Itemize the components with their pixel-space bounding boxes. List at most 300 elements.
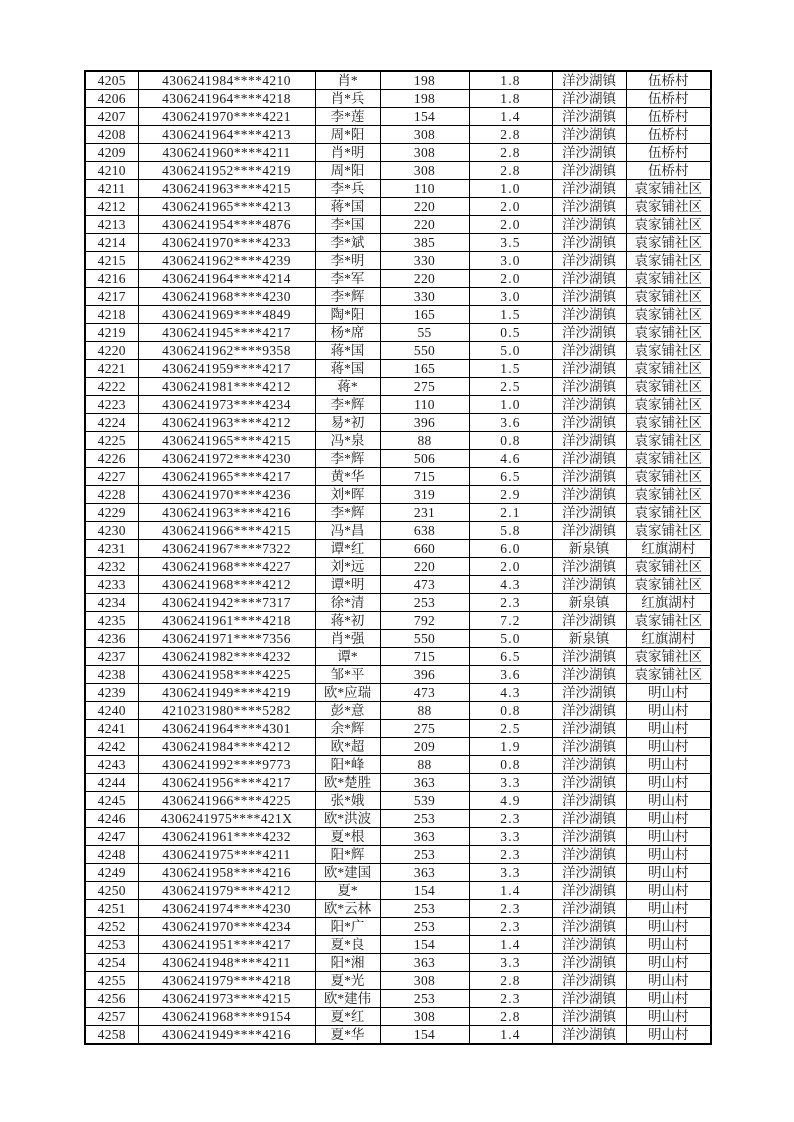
sequence-number-cell: 4222 <box>85 378 138 396</box>
town-cell: 洋沙湖镇 <box>552 954 626 972</box>
id-number-cell: 4306241981****4212 <box>138 378 315 396</box>
person-name-cell: 阳*广 <box>315 918 380 936</box>
village-cell: 袁家铺社区 <box>626 648 711 666</box>
amount-cell: 154 <box>380 936 469 954</box>
amount-cell: 638 <box>380 522 469 540</box>
table-row <box>85 414 711 432</box>
town-cell: 洋沙湖镇 <box>552 468 626 486</box>
town-cell: 洋沙湖镇 <box>552 990 626 1008</box>
village-cell: 袁家铺社区 <box>626 306 711 324</box>
sequence-number-cell: 4245 <box>85 792 138 810</box>
person-name-cell: 蒋*国 <box>315 342 380 360</box>
area-cell: 2.9 <box>469 486 552 504</box>
table-row <box>85 71 711 90</box>
id-number-cell: 4306241973****4234 <box>138 396 315 414</box>
id-number-cell: 4306241942****7317 <box>138 594 315 612</box>
amount-cell: 308 <box>380 1008 469 1026</box>
person-name-cell: 李*莲 <box>315 108 380 126</box>
area-cell: 2.3 <box>469 594 552 612</box>
id-number-cell: 4306241968****4212 <box>138 576 315 594</box>
area-cell: 2.3 <box>469 990 552 1008</box>
amount-cell: 330 <box>380 288 469 306</box>
amount-cell: 473 <box>380 576 469 594</box>
area-cell: 5.0 <box>469 630 552 648</box>
amount-cell: 154 <box>380 108 469 126</box>
area-cell: 0.8 <box>469 432 552 450</box>
village-cell: 袁家铺社区 <box>626 432 711 450</box>
table-row <box>85 396 711 414</box>
village-cell: 袁家铺社区 <box>626 216 711 234</box>
table-body <box>85 71 711 1044</box>
sequence-number-cell: 4255 <box>85 972 138 990</box>
town-cell: 洋沙湖镇 <box>552 576 626 594</box>
id-number-cell: 4306241949****4219 <box>138 684 315 702</box>
town-cell: 新泉镇 <box>552 540 626 558</box>
person-name-cell: 肖*明 <box>315 144 380 162</box>
town-cell: 洋沙湖镇 <box>552 918 626 936</box>
town-cell: 洋沙湖镇 <box>552 1026 626 1045</box>
town-cell: 洋沙湖镇 <box>552 792 626 810</box>
area-cell: 2.5 <box>469 378 552 396</box>
town-cell: 洋沙湖镇 <box>552 900 626 918</box>
person-name-cell: 肖*兵 <box>315 90 380 108</box>
id-number-cell: 4306241961****4218 <box>138 612 315 630</box>
person-name-cell: 李*辉 <box>315 450 380 468</box>
table-row <box>85 162 711 180</box>
sequence-number-cell: 4248 <box>85 846 138 864</box>
person-name-cell: 刘*远 <box>315 558 380 576</box>
sequence-number-cell: 4229 <box>85 504 138 522</box>
id-number-cell: 4306241963****4215 <box>138 180 315 198</box>
area-cell: 2.0 <box>469 216 552 234</box>
sequence-number-cell: 4250 <box>85 882 138 900</box>
amount-cell: 550 <box>380 630 469 648</box>
town-cell: 洋沙湖镇 <box>552 720 626 738</box>
village-cell: 伍桥村 <box>626 126 711 144</box>
village-cell: 红旗湖村 <box>626 594 711 612</box>
area-cell: 1.5 <box>469 360 552 378</box>
id-number-cell: 4306241952****4219 <box>138 162 315 180</box>
town-cell: 洋沙湖镇 <box>552 180 626 198</box>
id-number-cell: 4306241971****7356 <box>138 630 315 648</box>
table-row <box>85 252 711 270</box>
amount-cell: 55 <box>380 324 469 342</box>
area-cell: 4.3 <box>469 684 552 702</box>
table-row <box>85 522 711 540</box>
id-number-cell: 4306241958****4225 <box>138 666 315 684</box>
amount-cell: 385 <box>380 234 469 252</box>
id-number-cell: 4306241970****4234 <box>138 918 315 936</box>
table-row <box>85 540 711 558</box>
id-number-cell: 4306241968****4227 <box>138 558 315 576</box>
sequence-number-cell: 4213 <box>85 216 138 234</box>
town-cell: 新泉镇 <box>552 594 626 612</box>
id-number-cell: 4306241967****7322 <box>138 540 315 558</box>
amount-cell: 396 <box>380 666 469 684</box>
sequence-number-cell: 4217 <box>85 288 138 306</box>
table-row <box>85 504 711 522</box>
id-number-cell: 4306241965****4215 <box>138 432 315 450</box>
town-cell: 洋沙湖镇 <box>552 756 626 774</box>
amount-cell: 88 <box>380 432 469 450</box>
id-number-cell: 4306241965****4213 <box>138 198 315 216</box>
sequence-number-cell: 4258 <box>85 1026 138 1045</box>
table-row <box>85 198 711 216</box>
table-row <box>85 342 711 360</box>
person-name-cell: 谭*明 <box>315 576 380 594</box>
town-cell: 洋沙湖镇 <box>552 486 626 504</box>
person-name-cell: 夏*华 <box>315 1026 380 1045</box>
village-cell: 袁家铺社区 <box>626 450 711 468</box>
town-cell: 洋沙湖镇 <box>552 432 626 450</box>
town-cell: 洋沙湖镇 <box>552 324 626 342</box>
sequence-number-cell: 4223 <box>85 396 138 414</box>
amount-cell: 308 <box>380 972 469 990</box>
village-cell: 明山村 <box>626 810 711 828</box>
sequence-number-cell: 4230 <box>85 522 138 540</box>
village-cell: 明山村 <box>626 936 711 954</box>
person-name-cell: 欧*洪波 <box>315 810 380 828</box>
person-name-cell: 余*辉 <box>315 720 380 738</box>
table-row <box>85 702 711 720</box>
amount-cell: 198 <box>380 90 469 108</box>
sequence-number-cell: 4256 <box>85 990 138 1008</box>
area-cell: 1.8 <box>469 90 552 108</box>
area-cell: 1.4 <box>469 936 552 954</box>
person-name-cell: 彭*意 <box>315 702 380 720</box>
sequence-number-cell: 4238 <box>85 666 138 684</box>
village-cell: 袁家铺社区 <box>626 504 711 522</box>
town-cell: 洋沙湖镇 <box>552 972 626 990</box>
table-row <box>85 432 711 450</box>
table-row <box>85 846 711 864</box>
person-name-cell: 肖* <box>315 71 380 90</box>
table-row <box>85 666 711 684</box>
amount-cell: 715 <box>380 468 469 486</box>
person-name-cell: 蒋* <box>315 378 380 396</box>
sequence-number-cell: 4253 <box>85 936 138 954</box>
area-cell: 6.5 <box>469 648 552 666</box>
village-cell: 明山村 <box>626 954 711 972</box>
amount-cell: 220 <box>380 558 469 576</box>
area-cell: 0.8 <box>469 756 552 774</box>
amount-cell: 275 <box>380 378 469 396</box>
table-row <box>85 90 711 108</box>
village-cell: 明山村 <box>626 774 711 792</box>
town-cell: 洋沙湖镇 <box>552 126 626 144</box>
amount-cell: 231 <box>380 504 469 522</box>
area-cell: 4.3 <box>469 576 552 594</box>
town-cell: 洋沙湖镇 <box>552 1008 626 1026</box>
village-cell: 袁家铺社区 <box>626 288 711 306</box>
sequence-number-cell: 4239 <box>85 684 138 702</box>
town-cell: 洋沙湖镇 <box>552 162 626 180</box>
town-cell: 洋沙湖镇 <box>552 288 626 306</box>
village-cell: 明山村 <box>626 972 711 990</box>
sequence-number-cell: 4249 <box>85 864 138 882</box>
id-number-cell: 4306241964****4213 <box>138 126 315 144</box>
sequence-number-cell: 4215 <box>85 252 138 270</box>
village-cell: 袁家铺社区 <box>626 342 711 360</box>
amount-cell: 319 <box>380 486 469 504</box>
village-cell: 袁家铺社区 <box>626 252 711 270</box>
town-cell: 洋沙湖镇 <box>552 504 626 522</box>
sequence-number-cell: 4228 <box>85 486 138 504</box>
id-number-cell: 4306241982****4232 <box>138 648 315 666</box>
id-number-cell: 4306241962****4239 <box>138 252 315 270</box>
table-row <box>85 234 711 252</box>
table-row <box>85 612 711 630</box>
id-number-cell: 4306241964****4214 <box>138 270 315 288</box>
person-name-cell: 李*明 <box>315 252 380 270</box>
town-cell: 洋沙湖镇 <box>552 522 626 540</box>
village-cell: 伍桥村 <box>626 71 711 90</box>
id-number-cell: 4306241984****4212 <box>138 738 315 756</box>
table-row <box>85 864 711 882</box>
area-cell: 2.8 <box>469 144 552 162</box>
amount-cell: 220 <box>380 270 469 288</box>
area-cell: 1.8 <box>469 71 552 90</box>
sequence-number-cell: 4251 <box>85 900 138 918</box>
area-cell: 1.0 <box>469 180 552 198</box>
id-number-cell: 4306241965****4217 <box>138 468 315 486</box>
village-cell: 明山村 <box>626 900 711 918</box>
amount-cell: 506 <box>380 450 469 468</box>
table-row <box>85 900 711 918</box>
area-cell: 2.3 <box>469 846 552 864</box>
table-row <box>85 684 711 702</box>
town-cell: 洋沙湖镇 <box>552 774 626 792</box>
town-cell: 洋沙湖镇 <box>552 396 626 414</box>
amount-cell: 539 <box>380 792 469 810</box>
amount-cell: 308 <box>380 126 469 144</box>
area-cell: 7.2 <box>469 612 552 630</box>
sequence-number-cell: 4220 <box>85 342 138 360</box>
town-cell: 洋沙湖镇 <box>552 252 626 270</box>
person-name-cell: 夏*根 <box>315 828 380 846</box>
amount-cell: 154 <box>380 882 469 900</box>
id-number-cell: 4210231980****5282 <box>138 702 315 720</box>
area-cell: 1.4 <box>469 108 552 126</box>
area-cell: 3.5 <box>469 234 552 252</box>
village-cell: 伍桥村 <box>626 90 711 108</box>
village-cell: 袁家铺社区 <box>626 180 711 198</box>
table-row <box>85 1026 711 1045</box>
person-name-cell: 徐*清 <box>315 594 380 612</box>
person-name-cell: 夏*良 <box>315 936 380 954</box>
town-cell: 洋沙湖镇 <box>552 306 626 324</box>
amount-cell: 253 <box>380 846 469 864</box>
table-row <box>85 954 711 972</box>
person-name-cell: 李*兵 <box>315 180 380 198</box>
id-number-cell: 4306241948****4211 <box>138 954 315 972</box>
area-cell: 0.8 <box>469 702 552 720</box>
area-cell: 0.5 <box>469 324 552 342</box>
sequence-number-cell: 4208 <box>85 126 138 144</box>
town-cell: 洋沙湖镇 <box>552 342 626 360</box>
person-name-cell: 邹*平 <box>315 666 380 684</box>
sequence-number-cell: 4236 <box>85 630 138 648</box>
table-row <box>85 558 711 576</box>
table-row <box>85 450 711 468</box>
id-number-cell: 4306241970****4221 <box>138 108 315 126</box>
id-number-cell: 4306241949****4216 <box>138 1026 315 1045</box>
area-cell: 2.8 <box>469 162 552 180</box>
amount-cell: 792 <box>380 612 469 630</box>
person-name-cell: 欧*云林 <box>315 900 380 918</box>
village-cell: 袁家铺社区 <box>626 378 711 396</box>
sequence-number-cell: 4235 <box>85 612 138 630</box>
sequence-number-cell: 4233 <box>85 576 138 594</box>
table-row <box>85 648 711 666</box>
person-name-cell: 周*阳 <box>315 162 380 180</box>
area-cell: 1.0 <box>469 396 552 414</box>
amount-cell: 363 <box>380 864 469 882</box>
amount-cell: 330 <box>380 252 469 270</box>
area-cell: 1.4 <box>469 1026 552 1045</box>
sequence-number-cell: 4225 <box>85 432 138 450</box>
id-number-cell: 4306241964****4218 <box>138 90 315 108</box>
town-cell: 洋沙湖镇 <box>552 612 626 630</box>
person-name-cell: 黄*华 <box>315 468 380 486</box>
table-row <box>85 828 711 846</box>
town-cell: 洋沙湖镇 <box>552 270 626 288</box>
person-name-cell: 李*辉 <box>315 396 380 414</box>
sequence-number-cell: 4257 <box>85 1008 138 1026</box>
town-cell: 洋沙湖镇 <box>552 684 626 702</box>
town-cell: 洋沙湖镇 <box>552 810 626 828</box>
id-number-cell: 4306241979****4218 <box>138 972 315 990</box>
amount-cell: 220 <box>380 198 469 216</box>
amount-cell: 275 <box>380 720 469 738</box>
amount-cell: 550 <box>380 342 469 360</box>
village-cell: 明山村 <box>626 684 711 702</box>
person-name-cell: 夏*红 <box>315 1008 380 1026</box>
area-cell: 4.9 <box>469 792 552 810</box>
village-cell: 袁家铺社区 <box>626 360 711 378</box>
person-name-cell: 欧*应瑞 <box>315 684 380 702</box>
town-cell: 洋沙湖镇 <box>552 828 626 846</box>
amount-cell: 110 <box>380 180 469 198</box>
id-number-cell: 4306241979****4212 <box>138 882 315 900</box>
amount-cell: 154 <box>380 1026 469 1045</box>
amount-cell: 88 <box>380 756 469 774</box>
person-name-cell: 李*辉 <box>315 504 380 522</box>
town-cell: 洋沙湖镇 <box>552 414 626 432</box>
sequence-number-cell: 4246 <box>85 810 138 828</box>
town-cell: 洋沙湖镇 <box>552 558 626 576</box>
person-name-cell: 刘*晖 <box>315 486 380 504</box>
amount-cell: 253 <box>380 900 469 918</box>
id-number-cell: 4306241974****4230 <box>138 900 315 918</box>
amount-cell: 660 <box>380 540 469 558</box>
sequence-number-cell: 4205 <box>85 71 138 90</box>
village-cell: 红旗湖村 <box>626 540 711 558</box>
sequence-number-cell: 4231 <box>85 540 138 558</box>
person-name-cell: 谭*红 <box>315 540 380 558</box>
sequence-number-cell: 4242 <box>85 738 138 756</box>
village-cell: 明山村 <box>626 990 711 1008</box>
village-cell: 明山村 <box>626 720 711 738</box>
id-number-cell: 4306241962****9358 <box>138 342 315 360</box>
id-number-cell: 4306241968****9154 <box>138 1008 315 1026</box>
area-cell: 3.6 <box>469 414 552 432</box>
table-row <box>85 126 711 144</box>
area-cell: 3.0 <box>469 252 552 270</box>
village-cell: 袁家铺社区 <box>626 486 711 504</box>
town-cell: 洋沙湖镇 <box>552 360 626 378</box>
table-row <box>85 630 711 648</box>
table-row <box>85 918 711 936</box>
sequence-number-cell: 4237 <box>85 648 138 666</box>
village-cell: 袁家铺社区 <box>626 396 711 414</box>
table-row <box>85 882 711 900</box>
sequence-number-cell: 4234 <box>85 594 138 612</box>
table-row <box>85 360 711 378</box>
table-row <box>85 216 711 234</box>
person-name-cell: 李*国 <box>315 216 380 234</box>
id-number-cell: 4306241945****4217 <box>138 324 315 342</box>
area-cell: 1.5 <box>469 306 552 324</box>
village-cell: 袁家铺社区 <box>626 666 711 684</box>
amount-cell: 473 <box>380 684 469 702</box>
id-number-cell: 4306241963****4216 <box>138 504 315 522</box>
town-cell: 洋沙湖镇 <box>552 702 626 720</box>
village-cell: 明山村 <box>626 792 711 810</box>
amount-cell: 253 <box>380 918 469 936</box>
id-number-cell: 4306241959****4217 <box>138 360 315 378</box>
area-cell: 2.0 <box>469 558 552 576</box>
table-row <box>85 1008 711 1026</box>
person-name-cell: 李*军 <box>315 270 380 288</box>
village-cell: 明山村 <box>626 882 711 900</box>
town-cell: 洋沙湖镇 <box>552 648 626 666</box>
amount-cell: 253 <box>380 990 469 1008</box>
area-cell: 5.0 <box>469 342 552 360</box>
person-name-cell: 欧*楚胜 <box>315 774 380 792</box>
person-name-cell: 蒋*国 <box>315 198 380 216</box>
area-cell: 3.3 <box>469 828 552 846</box>
table-row <box>85 270 711 288</box>
id-number-cell: 4306241984****4210 <box>138 71 315 90</box>
amount-cell: 165 <box>380 306 469 324</box>
id-number-cell: 4306241992****9773 <box>138 756 315 774</box>
sequence-number-cell: 4221 <box>85 360 138 378</box>
amount-cell: 308 <box>380 162 469 180</box>
id-number-cell: 4306241958****4216 <box>138 864 315 882</box>
village-cell: 明山村 <box>626 918 711 936</box>
amount-cell: 209 <box>380 738 469 756</box>
person-name-cell: 肖*强 <box>315 630 380 648</box>
id-number-cell: 4306241970****4236 <box>138 486 315 504</box>
table-row <box>85 774 711 792</box>
village-cell: 袁家铺社区 <box>626 558 711 576</box>
table-row <box>85 144 711 162</box>
area-cell: 1.9 <box>469 738 552 756</box>
table-row <box>85 972 711 990</box>
village-cell: 明山村 <box>626 846 711 864</box>
id-number-cell: 4306241956****4217 <box>138 774 315 792</box>
area-cell: 2.5 <box>469 720 552 738</box>
sequence-number-cell: 4214 <box>85 234 138 252</box>
town-cell: 洋沙湖镇 <box>552 216 626 234</box>
id-number-cell: 4306241975****421X <box>138 810 315 828</box>
area-cell: 2.8 <box>469 1008 552 1026</box>
village-cell: 袁家铺社区 <box>626 324 711 342</box>
sequence-number-cell: 4247 <box>85 828 138 846</box>
amount-cell: 363 <box>380 828 469 846</box>
village-cell: 明山村 <box>626 828 711 846</box>
